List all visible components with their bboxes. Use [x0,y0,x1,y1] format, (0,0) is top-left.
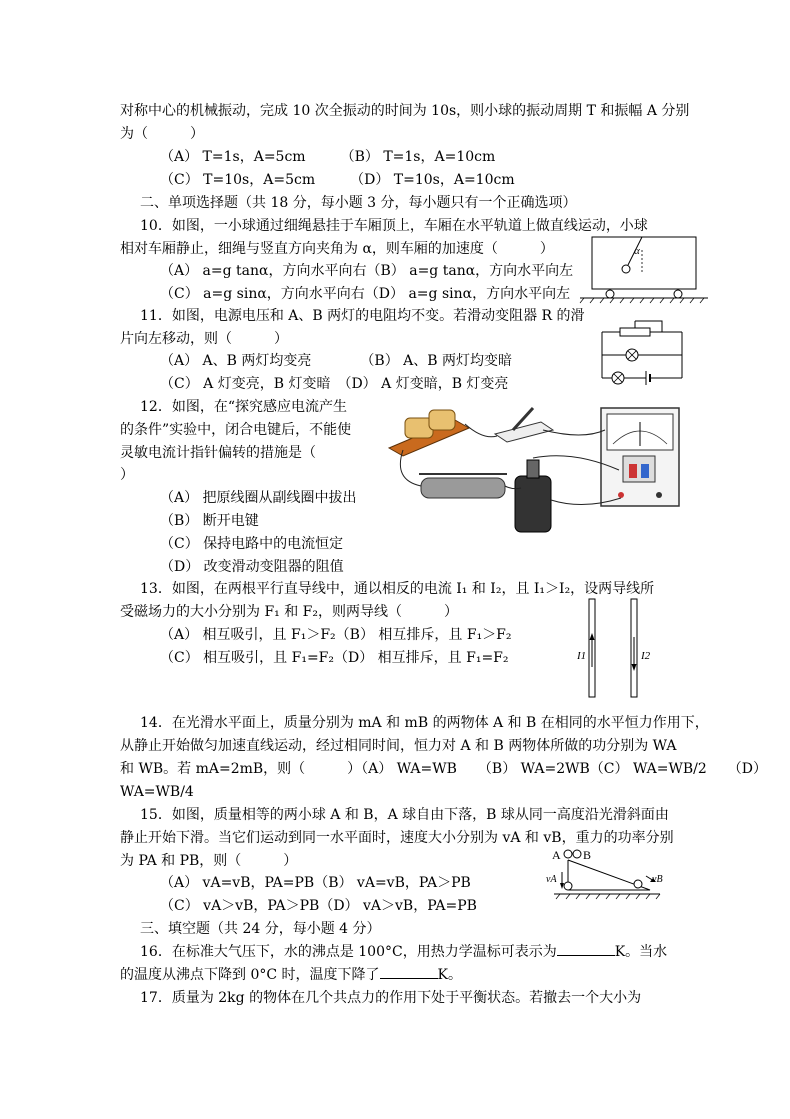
q12-stem-cont2: 灵敏电流计指针偏转的措施是（ [120,445,316,461]
q11-circuit-figure [598,318,688,388]
answer-blank-2[interactable] [380,964,438,979]
q11-options-cd: （C） A 灯变亮，B 灯变暗 （D） A 灯变暗，B 灯变亮 [160,376,509,392]
q11-stem: 11．如图，电源电压和 A、B 两灯的电阻均不变。若滑动变阻器 R 的滑 [140,308,585,324]
q15-incline-figure [540,842,670,910]
q11-stem-cont: 片向左移动，则（ ） [120,331,288,347]
q9-options-ab: （A） T=1s，A=5cm （B） T=1s，A=10cm [160,149,496,165]
secondary-coil [429,410,455,430]
section-3-heading: 三、填空题（共 24 分，每小题 4 分） [140,921,381,937]
q10-stem: 10．如图，一小球通过细绳悬挂于车厢顶上，车厢在水平轨道上做直线运动，小球 [140,218,648,234]
q10-options-ab: （A） a=g tanα，方向水平向右（B） a=g tanα，方向水平向左 [160,263,574,279]
answer-blank-1[interactable] [557,941,615,956]
q14-option-d: WA=WB/4 [120,784,194,800]
q13-stem: 13．如图，在两根平行直导线中，通以相反的电流 I₁ 和 I₂，且 I₁＞I₂，设两导线所 [140,581,655,597]
q15-options-cd: （C） vA＞vB，PA＞PB（D） vA＞vB，PA=PB [160,898,477,914]
q15-stem: 15．如图，质量相等的两小球 A 和 B，A 球自由下落，B 球从同一高度沿光滑斜面由 [140,807,669,823]
terminal-right [656,492,662,498]
wheel-right [674,290,682,298]
q11-options-ab: （A） A、B 两灯均变亮 （B） A、B 两灯均变暗 [160,353,512,369]
line-q9-stem: 对称中心的机械振动，完成 10 次全振动的时间为 10s，则小球的振动周期 T 和振幅 A 分别 [120,103,690,119]
section-2-heading: 二、单项选择题（共 18 分，每小题 3 分，每小题只有一个正确选项） [140,195,577,211]
terminal-left [618,492,624,498]
ground-hatching [556,894,660,899]
line-q9-stem-end: 为（ ） [120,126,204,142]
q13-options-ab: （A） 相互吸引，且 F₁＞F₂（B） 相互排斥，且 F₁＞F₂ [160,627,512,643]
q10-options-cd: （C） a=g sinα，方向水平向右（D） a=g sinα，方向水平向左 [160,286,571,302]
current-1-label: I1 [577,650,587,662]
galvanometer-magnet [623,456,655,482]
q16-text-4: K。 [437,967,462,983]
sliding-rheostat [421,478,505,498]
q13-stem-cont: 受磁场力的大小分别为 F₁ 和 F₂，则两导线（ ） [120,604,459,620]
ball-b [573,850,581,858]
q10-stem-cont: 相对车厢静止，细绳与竖直方向夹角为 α，则车厢的加速度（ ） [120,241,554,257]
pendulum-ball [622,265,630,273]
q12-option-a: （A） 把原线圈从副线圈中拔出 [160,490,357,506]
q12-stem-cont: 的条件”实验中，闭合电键后，不能使 [120,422,352,438]
q10-carriage-figure [580,232,710,304]
current-2-label: I2 [641,650,651,662]
q16-text-1: 16．在标准大气压下，水的沸点是 100°C，用热力学温标可表示为 [140,944,557,960]
q14-stem: 14．在光滑水平面上，质量分别为 mA 和 mB 的两物体 A 和 B 在相同的水平恒力作用下， [140,715,709,731]
velocity-a-label: vA [546,874,557,885]
angle-label: α [634,245,640,257]
rheostat-R [620,328,650,336]
track-hatching [580,298,704,303]
q14-stem-cont: 从静止开始做匀加速直线运动，经过相同时间，恒力对 A 和 B 两物体所做的功分别为 WA [120,738,677,754]
q15-options-ab: （A） vA=vB，PA=PB（B） vA=vB，PA＞PB [160,875,471,891]
q13-options-cd: （C） 相互吸引，且 F₁=F₂（D） 相互排斥，且 F₁=F₂ [160,650,509,666]
switch-base [495,422,553,442]
velocity-b-label: vB [652,874,663,885]
ball-a-label: A [552,848,561,862]
q17-stem: 17．质量为 2kg 的物体在几个共点力的作用下处于平衡状态。若撤去一个大小为 [140,990,642,1006]
ball-a [564,850,572,858]
q12-stem-end: ） [120,467,134,483]
q16-stem-cont [120,964,462,986]
q12-stem: 12．如图，在“探究感应电流产生 [140,399,347,415]
q12-option-d: （D） 改变滑动变阻器的阻值 [160,559,344,575]
q12-option-b: （B） 断开电键 [160,513,259,529]
q12-option-c: （C） 保持电路中的电流恒定 [160,536,344,552]
ball-b-bottom [634,880,642,888]
q13-wires-figure [575,597,685,701]
q12-induction-figure [383,400,683,540]
ball-b-label: B [583,848,592,862]
q14-options: 和 WB。若 mA=2mB，则（ ）（A） WA=WB （B） WA=2WB（C） WA=WB/2 （D） [120,761,768,777]
q16-text-2: K。当水 [614,944,668,960]
coil-stack [515,476,551,532]
q15-stem-end: 为 PA 和 PB，则（ ） [120,853,298,869]
carriage-body [592,237,696,289]
q16-stem [140,941,667,963]
q9-options-cd: （C） T=10s，A=5cm （D） T=10s，A=10cm [160,172,515,188]
wheel-left [606,290,614,298]
q15-stem-cont: 静止开始下滑。当它们运动到同一水平面时，速度大小分别为 vA 和 vB，重力的功率分别 [120,830,674,846]
q16-text-3: 的温度从沸点下降到 0°C 时，温度下降了 [120,967,380,983]
ball-a-bottom [564,882,572,890]
